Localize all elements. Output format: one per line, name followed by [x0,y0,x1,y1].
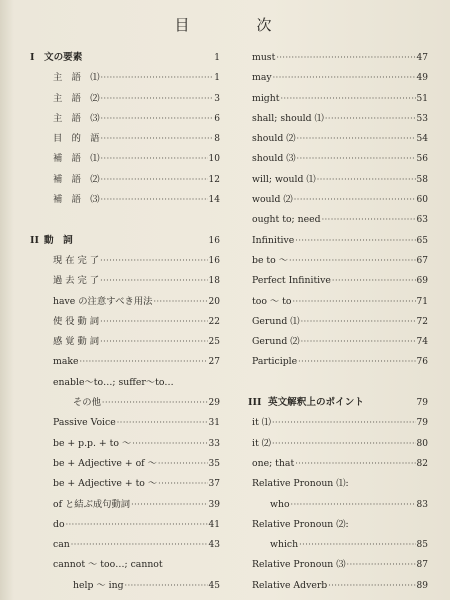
toc-entry [252,210,428,230]
entry-page-number: 60 [416,195,428,206]
toc-entry [30,474,220,494]
entry-page-number: 49 [416,73,428,84]
entry-label: 現 在 完 了 [53,254,100,266]
dot-leader [317,170,416,190]
toc-entry [252,68,428,88]
toc-entry [252,149,428,169]
entry-page-number: 16 [208,255,220,266]
entry-page-number: 83 [416,499,428,510]
toc-entry [252,292,428,312]
toc-entry [252,48,428,68]
toc-entry [30,535,220,555]
entry-label: その他 [73,397,101,409]
dot-leader [297,149,416,169]
dot-leader [117,413,208,433]
dot-leader [297,129,416,149]
toc-entry [252,271,428,291]
entry-page-number: 56 [416,154,428,165]
entry-page-number: 45 [208,580,220,591]
toc-entry [252,413,428,433]
entry-label: ought to; need [252,214,321,226]
entry-page-number: 41 [208,519,220,530]
entry-label: would ⑵ [252,194,293,206]
toc-entry [252,312,428,332]
toc-section-1 [30,48,220,68]
toc-left-column [30,48,220,596]
toc-entry [252,89,428,109]
toc-entry [30,149,220,169]
entry-page-number: 76 [416,357,428,368]
dot-leader [153,292,207,312]
entry-label: too ～ to [252,295,292,307]
entry-label: 過 去 完 了 [53,275,100,287]
entry-page-number: 20 [208,296,220,307]
dot-leader [272,413,416,433]
toc-entry [30,190,220,210]
entry-label: 補 語 ⑴ [53,153,100,165]
entry-label: will; would ⑴ [252,173,316,185]
toc-entry [252,434,428,454]
entry-label: be to ～ [252,254,288,266]
entry-page-number: 72 [416,316,428,327]
entry-page-number: 89 [416,580,428,591]
toc-entry [30,271,220,291]
entry-page-number: 82 [416,458,428,469]
section-page-number: 79 [416,398,428,409]
entry-label: can [53,539,70,551]
toc-entry [30,68,220,88]
entry-label: which [270,539,299,551]
dot-leader [102,393,208,413]
entry-label: 感 覚 動 詞 [53,336,100,348]
entry-page-number: 54 [416,134,428,145]
entry-page-number: 8 [214,134,220,145]
entry-label: Relative Adverb [252,579,328,591]
section-title: 動 詞 [44,234,73,246]
dot-leader [325,109,416,129]
toc-entry [30,89,220,109]
entry-label: 補 語 ⑶ [53,194,100,206]
toc-entry [30,292,220,312]
dot-leader [299,535,415,555]
entry-page-number: 1 [214,73,220,84]
entry-label: 使 役 動 詞 [53,315,100,327]
entry-label: be + Adjective + of ～ [53,457,157,469]
entry-page-number: 63 [416,215,428,226]
entry-page-number: 80 [416,438,428,449]
entry-page-number: 58 [416,174,428,185]
toc-entry [30,393,220,413]
dot-leader [101,190,208,210]
entry-label: 主 語 ⑵ [53,92,100,104]
entry-label: must [252,52,276,63]
toc-entry [30,109,220,129]
toc-entry [30,434,220,454]
entry-page-number: 39 [208,499,220,510]
toc-entry [252,332,428,352]
toc-entry [252,231,428,251]
entry-label: may [252,72,272,84]
dot-leader [80,352,208,372]
toc-entry [30,170,220,190]
entry-label: it ⑵ [252,437,271,449]
section-title: 英文解釈上のポイント [268,397,364,409]
section-gap [252,373,428,393]
toc-entry [30,413,220,433]
toc-right-column [248,48,428,596]
toc-entry [252,576,428,596]
toc-entry [252,109,428,129]
toc-section-2 [30,231,220,251]
section-page-number: 16 [208,235,220,246]
section-numeral: II [30,234,39,246]
toc-entry-continued: Relative Pronoun ⑴: [252,478,349,490]
toc-entry [252,251,428,271]
dot-leader [301,332,416,352]
entry-page-number: 37 [208,479,220,490]
dot-leader [100,271,207,291]
dot-leader [158,474,207,494]
dot-leader [131,495,207,515]
entry-page-number: 74 [416,337,428,348]
entry-page-number: 14 [208,195,220,206]
dot-leader [332,271,416,291]
entry-label: shall; should ⑴ [252,112,324,124]
entry-page-number: 6 [214,113,220,124]
dot-leader [298,352,415,372]
entry-label: of と結ぶ成句動詞 [53,498,131,510]
entry-page-number: 71 [416,296,428,307]
toc-entry [30,129,220,149]
toc-entry [30,515,220,535]
entry-page-number: 85 [416,540,428,551]
dot-leader [291,495,416,515]
entry-page-number: 22 [208,316,220,327]
entry-page-number: 69 [416,276,428,287]
dot-leader [101,129,214,149]
entry-label: Infinitive [252,234,295,246]
entry-label: make [53,356,79,368]
entry-label: Participle [252,356,298,368]
entry-label: who [270,498,290,510]
toc-entry [30,332,220,352]
entry-page-number: 51 [416,93,428,104]
dot-leader [328,576,415,596]
entry-label: Passive Voice [53,417,116,429]
entry-label: 主 語 ⑶ [53,112,100,124]
dot-leader [125,576,208,596]
entry-label: be + Adjective + to ～ [53,478,158,490]
toc-entry [30,495,220,515]
dot-leader [101,109,214,129]
entry-label: should ⑵ [252,133,296,145]
dot-leader [295,231,415,251]
dot-leader [158,454,208,474]
entry-page-number: 47 [416,53,428,63]
entry-label: 主 語 ⑴ [53,72,100,84]
section-gap [30,210,220,230]
dot-leader [276,48,415,68]
entry-page-number: 31 [208,418,220,429]
toc-entry [30,312,220,332]
toc-entry [252,170,428,190]
dot-leader [301,312,416,332]
dot-leader [101,68,214,88]
section-numeral: I [30,52,35,63]
entry-label: should ⑶ [252,153,296,165]
section-title: 文の要素 [44,52,83,63]
toc-entry [30,454,220,474]
dot-leader [132,434,207,454]
toc-entry [30,251,220,271]
dot-leader [280,89,415,109]
toc-entry [252,352,428,372]
entry-page-number: 10 [208,154,220,165]
entry-page-number: 87 [416,560,428,571]
entry-page-number: 18 [208,276,220,287]
dot-leader [322,210,416,230]
toc-entry-continued: Relative Pronoun ⑵: [252,518,349,530]
dot-leader [294,190,416,210]
entry-label: help ～ ing [73,579,124,591]
dot-leader [272,434,416,454]
toc-entry-continued: enable～to…; suffer～to… [53,376,174,388]
entry-label: be + p.p. + to ～ [53,437,132,449]
entry-page-number: 67 [416,255,428,266]
entry-label: one; that [252,457,295,469]
dot-leader [100,332,207,352]
entry-label: Gerund ⑵ [252,336,300,348]
dot-leader [100,251,207,271]
entry-label: 目 的 語 [53,133,100,145]
entry-page-number: 35 [208,458,220,469]
section-numeral: III [248,397,262,409]
dot-leader [66,515,208,535]
entry-label: might [252,92,280,104]
dot-leader [292,292,415,312]
toc-entry [252,555,428,575]
entry-page-number: 29 [208,398,220,409]
entry-label: have の注意すべき用法 [53,295,153,307]
dot-leader [347,555,416,575]
entry-label: Perfect Infinitive [252,275,331,287]
dot-leader [101,170,208,190]
dot-leader [101,89,214,109]
dot-leader [289,251,416,271]
dot-leader [273,68,416,88]
dot-leader [295,454,415,474]
dot-leader [101,149,208,169]
entry-page-number: 65 [416,235,428,246]
entry-label: Relative Pronoun ⑶ [252,559,346,571]
entry-label: do [53,518,65,530]
entry-page-number: 12 [208,174,220,185]
toc-entry-continued: cannot ～ too…; cannot [53,559,163,571]
entry-page-number: 53 [416,113,428,124]
section-page-number: 1 [214,53,220,63]
toc-entry [30,576,220,596]
toc-entry [252,454,428,474]
entry-label: 補 語 ⑵ [53,173,100,185]
entry-label: Gerund ⑴ [252,315,300,327]
entry-page-number: 25 [208,337,220,348]
dot-leader [100,312,207,332]
entry-page-number: 79 [416,418,428,429]
entry-page-number: 27 [208,357,220,368]
toc-entry [252,190,428,210]
toc-entry [252,129,428,149]
entry-page-number: 33 [208,438,220,449]
toc-entry [252,535,428,555]
entry-page-number: 43 [208,540,220,551]
entry-label: it ⑴ [252,417,271,429]
toc-section-3 [248,393,428,413]
toc-entry [252,495,428,515]
toc-entry [30,352,220,372]
entry-page-number: 3 [214,93,220,104]
page-title: 目 次 [174,16,298,34]
dot-leader [71,535,208,555]
